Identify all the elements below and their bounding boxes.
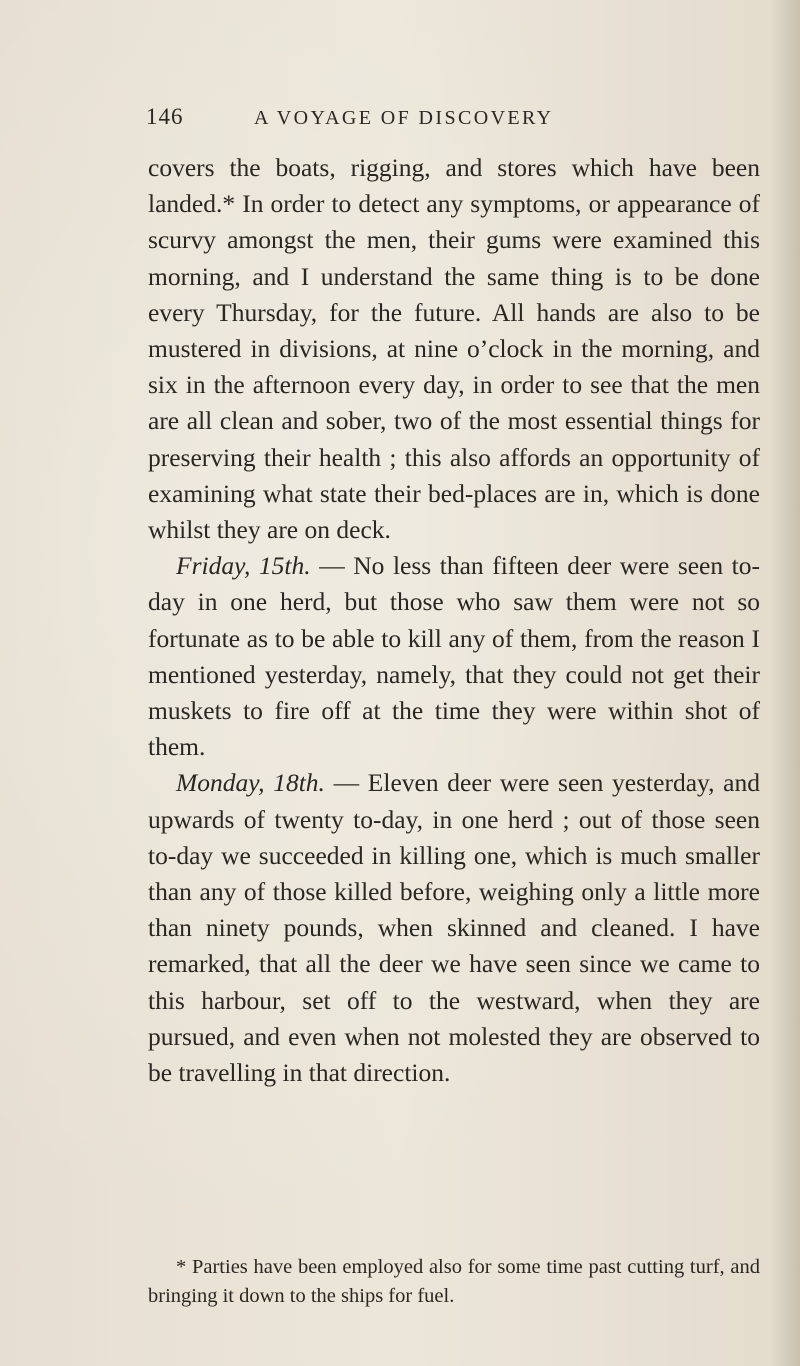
paragraph-3-text: — Eleven deer were seen yesterday, and upwards of twenty to-day, in one herd ; out of those seen to-day we succeeded in killing one, which is much smaller than any of those killed before, weighing only a little more than ninety pounds, when skinned and cleaned. I have remarked, that all the deer we have seen since we came to this harbour, set off to the westward, when they are pursued, and even when not molested they are observed to be travelling in that direction. <box>148 768 760 1088</box>
paragraph-2 <box>148 548 760 765</box>
running-head: A VOYAGE OF DISCOVERY <box>254 107 554 129</box>
entry-date-friday: Friday, 15th. <box>176 551 311 581</box>
body-text <box>148 150 760 1091</box>
paragraph-3 <box>148 765 760 1091</box>
entry-date-monday: Monday, 18th. <box>176 768 325 798</box>
page-header <box>146 104 706 134</box>
paragraph-2-text: — No less than fifteen deer were seen to-day in one herd, but those who saw them were not so fortunate as to be able to kill any of them, from the reason I mentioned yesterday, namely, that they could not get their muskets to fire off at the time they were within shot of them. <box>148 551 761 762</box>
page-edge-shadow <box>770 0 800 1366</box>
paragraph-1: covers the boats, rigging, and stores which have been landed.* In order to detect any symptoms, or appearance of scurvy amongst the men, their gums were examined this morning, and I understand the same thing is to be done every Thursday, for the future. All hands are also to be mustered in divisions, at nine o’clock in the morning, and six in the afternoon every day, in order to see that the men are all clean and sober, two of the most essential things for preserving their health ; this also affords an opportunity of examining what state their bed-places are in, which is done whilst they are on deck. <box>148 153 760 545</box>
footnote: * Parties have been employed also for some time past cutting turf, and bringing it down to the ships for fuel. <box>148 1256 760 1307</box>
page-number: 146 <box>146 104 184 129</box>
